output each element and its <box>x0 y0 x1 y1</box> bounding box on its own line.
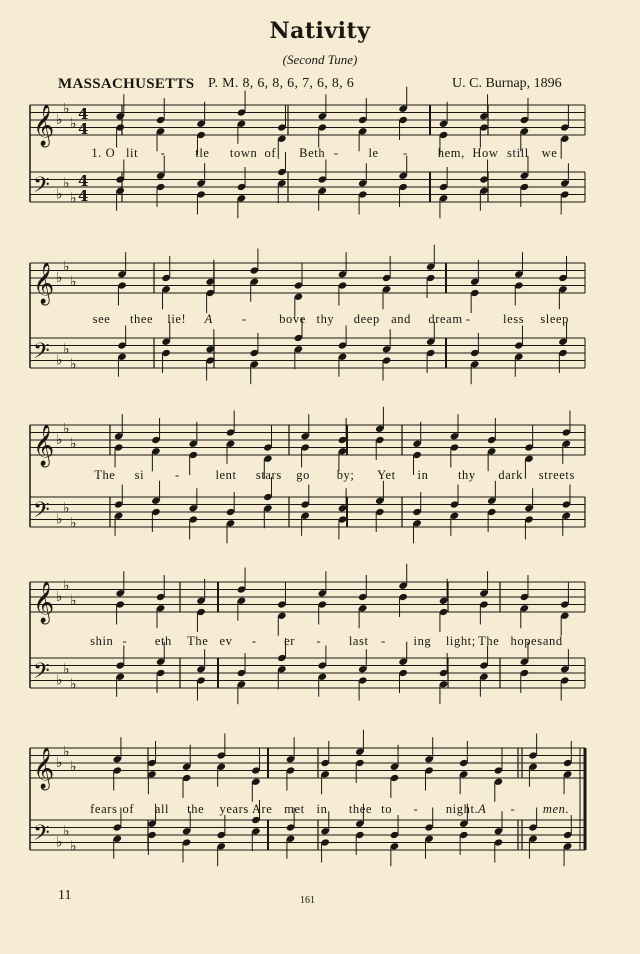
lyric-syllable: - <box>413 802 419 816</box>
lyric-syllable: - <box>316 634 322 648</box>
flat-icon: ♭ <box>56 834 63 851</box>
flat-icon: ♭ <box>63 743 70 760</box>
treble-clef-icon: 𝄞 <box>33 582 55 623</box>
lyric-syllable: - <box>333 146 339 160</box>
flat-icon: ♭ <box>70 435 77 452</box>
lyric-syllable: le <box>368 146 379 160</box>
lyric-syllable: years <box>219 802 249 816</box>
lyric-syllable: and <box>391 312 411 326</box>
treble-clef-icon: 𝄞 <box>33 748 55 789</box>
flat-icon: ♭ <box>63 341 70 358</box>
time-signature-top: 4 <box>78 172 89 190</box>
lyric-syllable: the <box>187 802 205 816</box>
time-signature-bottom: 4 <box>78 187 89 205</box>
lyric-syllable: men. <box>542 802 570 816</box>
flat-icon: ♭ <box>56 511 63 528</box>
lyric-syllable: by; <box>336 468 355 482</box>
treble-clef-icon: 𝄞 <box>33 263 55 304</box>
lyric-syllable: A <box>478 802 487 816</box>
lyric-syllable: lie! <box>167 312 187 326</box>
lyric-syllable: How <box>472 146 499 160</box>
flat-icon: ♭ <box>70 190 77 207</box>
time-signature-top: 4 <box>78 105 89 123</box>
lyric-syllable: fears <box>90 802 118 816</box>
flat-icon: ♭ <box>63 500 70 517</box>
lyric-syllable: sleep <box>540 312 570 326</box>
bass-clef-icon: 𝄢 <box>33 821 50 851</box>
flat-icon: ♭ <box>63 175 70 192</box>
flat-icon: ♭ <box>63 577 70 594</box>
lyric-syllable: to <box>381 802 393 816</box>
lyric-syllable: town <box>229 146 258 160</box>
lyric-syllable: thy <box>316 312 335 326</box>
bass-clef-icon: 𝄢 <box>33 339 50 369</box>
flat-icon: ♭ <box>56 589 63 605</box>
flat-icon: ♭ <box>70 515 77 532</box>
lyric-syllable: less <box>503 312 525 326</box>
lyric-syllable: go <box>296 468 310 482</box>
lyric-syllable: - <box>251 634 257 648</box>
flat-icon: ♭ <box>56 755 63 771</box>
lyric-syllable: - <box>510 802 516 816</box>
lyric-syllable: si <box>134 468 145 482</box>
lyric-syllable: met <box>284 802 305 816</box>
lyric-syllable: The <box>94 468 116 482</box>
meter: P. M. 8, 6, 8, 6, 7, 6, 8, 6 <box>208 76 355 91</box>
lyric-syllable: er <box>284 634 296 648</box>
flat-icon: ♭ <box>70 838 77 855</box>
lyric-syllable: lent <box>215 468 237 482</box>
lyric-syllable: thee <box>348 802 373 816</box>
lyric-syllable: Yet <box>377 468 396 482</box>
lyric-syllable: shin <box>90 634 114 648</box>
lyric-syllable: bove <box>279 312 306 326</box>
lyric-syllable: 1. O <box>91 146 116 160</box>
lyric-syllable: dream <box>428 312 463 326</box>
flat-icon: ♭ <box>70 676 77 693</box>
lyric-syllable: last <box>348 634 369 648</box>
lyric-syllable: ing <box>413 634 432 648</box>
lyric-syllable: light; <box>445 634 476 648</box>
bass-clef-icon: 𝄢 <box>33 498 50 528</box>
lyric-syllable: hem, <box>437 146 465 160</box>
flat-icon: ♭ <box>63 100 70 117</box>
lyric-syllable: - <box>175 468 180 482</box>
lyric-syllable: we <box>541 146 558 160</box>
lyric-syllable: - <box>241 312 247 326</box>
flat-icon: ♭ <box>70 758 77 775</box>
lyric-syllable: - <box>403 146 408 160</box>
flat-icon: ♭ <box>56 672 63 689</box>
lyric-syllable: hopes <box>510 634 543 648</box>
lyric-syllable: thee <box>129 312 154 326</box>
lyric-syllable: and <box>542 634 563 648</box>
bass-clef-icon: 𝄢 <box>33 173 50 203</box>
lyric-syllable: - <box>381 634 386 648</box>
flat-icon: ♭ <box>70 592 77 609</box>
lyric-syllable: of <box>122 802 135 816</box>
lyric-syllable: see <box>92 312 111 326</box>
flat-icon: ♭ <box>63 661 70 678</box>
flat-icon: ♭ <box>56 112 63 128</box>
hymn-title: Nativity <box>269 18 371 44</box>
flat-icon: ♭ <box>63 420 70 437</box>
flat-icon: ♭ <box>70 115 77 132</box>
treble-clef-icon: 𝄞 <box>33 425 55 466</box>
folio: 161 <box>300 895 315 906</box>
lyric-syllable: lit <box>125 146 139 160</box>
treble-clef-icon: 𝄞 <box>33 105 55 146</box>
lyric-syllable: thy <box>457 468 476 482</box>
lyric-syllable: of <box>264 146 277 160</box>
time-signature-bottom: 4 <box>78 120 89 138</box>
bass-clef-icon: 𝄢 <box>33 659 50 689</box>
flat-icon: ♭ <box>56 432 63 448</box>
lyric-syllable: The <box>187 634 209 648</box>
lyric-syllable: - <box>122 634 128 648</box>
flat-icon: ♭ <box>56 352 63 369</box>
flat-icon: ♭ <box>63 258 70 275</box>
lyric-syllable: in <box>316 802 328 816</box>
flat-icon: ♭ <box>70 356 77 373</box>
composer: U. C. Burnap, 1896 <box>452 76 562 91</box>
flat-icon: ♭ <box>56 186 63 203</box>
lyric-syllable: dark <box>498 468 523 482</box>
lyric-syllable: ev <box>219 634 233 648</box>
lyric-syllable: The <box>478 634 500 648</box>
flat-icon: ♭ <box>56 270 63 286</box>
flat-icon: ♭ <box>63 823 70 840</box>
lyric-syllable: Beth <box>299 146 326 160</box>
lyric-syllable: stars <box>255 468 282 482</box>
lyric-syllable: - <box>160 146 166 160</box>
hymn-subtitle: (Second Tune) <box>282 52 358 67</box>
lyric-syllable: streets <box>538 468 575 482</box>
lyric-syllable: in <box>417 468 429 482</box>
tune-name: MASSACHUSETTS <box>58 76 195 92</box>
lyric-syllable: A <box>204 312 213 326</box>
flat-icon: ♭ <box>70 273 77 290</box>
lyric-syllable: - <box>465 312 471 326</box>
lyric-syllable: deep <box>353 312 380 326</box>
lyric-syllable: still <box>507 146 529 160</box>
lyric-syllable: night. <box>445 802 479 816</box>
lyric-syllable: tle <box>195 146 210 160</box>
lyric-syllable: eth <box>154 634 172 648</box>
lyric-syllable: all <box>154 802 170 816</box>
lyric-syllable: Are <box>251 802 273 816</box>
page-number: 11 <box>58 888 72 903</box>
